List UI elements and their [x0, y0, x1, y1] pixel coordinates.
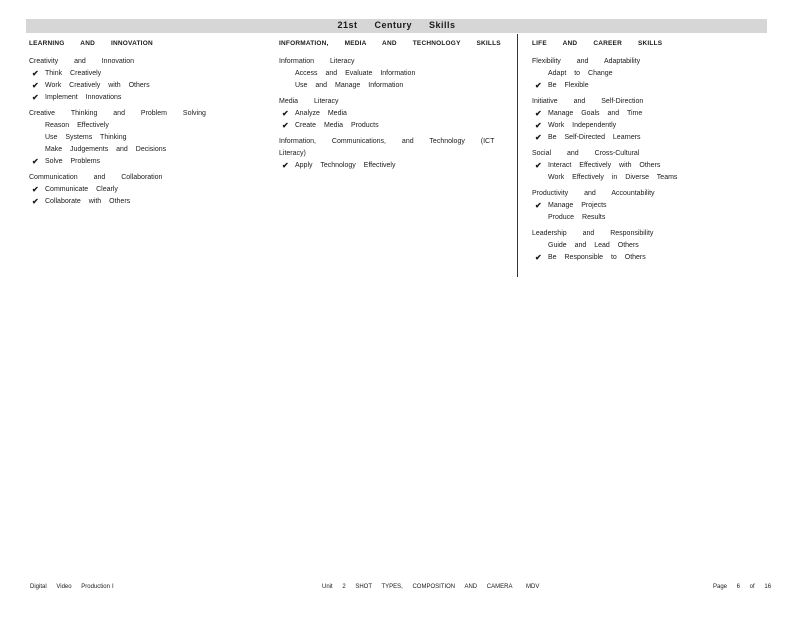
skill-item [279, 160, 519, 172]
checkmark-icon: ✔ [535, 109, 542, 118]
category-title: Initiative and Self-Direction [532, 98, 644, 105]
column-learning-innovation [29, 38, 269, 208]
skill-item [29, 144, 269, 156]
column-heading: INFORMATION, MEDIA AND TECHNOLOGY SKILLS [279, 40, 501, 47]
skill-item [279, 108, 519, 120]
skill-item [532, 68, 762, 80]
checkmark-icon: ✔ [32, 81, 39, 90]
skill-text: Use Systems Thinking [45, 134, 127, 141]
footer-separator: I [112, 584, 114, 590]
skill-item [532, 160, 762, 172]
skill-text: Work Effectively in Diverse Teams [548, 174, 678, 181]
skill-text: Analyze Media [295, 110, 347, 117]
checkmark-icon: ✔ [535, 161, 542, 170]
skill-text: Guide and Lead Others [548, 242, 639, 249]
skill-text: Adapt to Change [548, 70, 613, 77]
skill-category [279, 56, 519, 92]
checkmark-icon: ✔ [535, 201, 542, 210]
skill-item [532, 252, 762, 264]
skill-text: Work Independently [548, 122, 617, 129]
checkmark-icon: ✔ [535, 133, 542, 142]
column-information-media-technology [279, 38, 519, 172]
skill-text: Think Creatively [45, 70, 102, 77]
checkmark-icon: ✔ [282, 161, 289, 170]
skill-text: Communicate Clearly [45, 186, 118, 193]
skill-item [29, 80, 269, 92]
checkmark-icon: ✔ [32, 69, 39, 78]
checkmark-icon: ✔ [32, 185, 39, 194]
skill-item [29, 196, 269, 208]
title-bar [26, 19, 767, 33]
skill-text: Interact Effectively with Others [548, 162, 661, 169]
category-title: Leadership and Responsibility [532, 230, 654, 237]
checkmark-icon: ✔ [282, 121, 289, 130]
footer-course: Digital Video Production [30, 584, 110, 590]
column-heading: LIFE AND CAREER SKILLS [532, 40, 663, 47]
checkmark-icon: ✔ [535, 121, 542, 130]
skill-item [532, 240, 762, 252]
skill-text: Work Creatively with Others [45, 82, 150, 89]
skill-item [532, 120, 762, 132]
skill-category [29, 108, 269, 168]
skill-text: Produce Results [548, 214, 606, 221]
skill-item [29, 132, 269, 144]
category-title: Productivity and Accountability [532, 190, 655, 197]
category-title: Media Literacy [279, 98, 339, 105]
skill-text: Create Media Products [295, 122, 379, 129]
page-title: 21st Century Skills [337, 20, 456, 30]
checkmark-icon: ✔ [32, 93, 39, 102]
category-title: Information, Communications, and Technology (ICT Literacy) [279, 138, 495, 157]
skill-text: Be Responsible to Others [548, 254, 646, 261]
column-life-career [532, 38, 762, 264]
skill-category [532, 228, 762, 264]
category-title: Flexibility and Adaptability [532, 58, 641, 65]
skill-item [29, 120, 269, 132]
skill-item [29, 92, 269, 104]
category-title: Social and Cross-Cultural [532, 150, 640, 157]
skill-item [279, 80, 519, 92]
skill-category [279, 136, 519, 172]
skill-item [279, 120, 519, 132]
skill-item [532, 200, 762, 212]
skill-item [532, 172, 762, 184]
skill-item [29, 156, 269, 168]
skill-text: Manage Goals and Time [548, 110, 643, 117]
skill-text: Manage Projects [548, 202, 607, 209]
skill-text: Apply Technology Effectively [295, 162, 396, 169]
category-title: Information Literacy [279, 58, 355, 65]
category-title: Creativity and Innovation [29, 58, 135, 65]
column-heading: LEARNING AND INNOVATION [29, 40, 153, 47]
skill-item [532, 212, 762, 224]
checkmark-icon: ✔ [282, 109, 289, 118]
checkmark-icon: ✔ [32, 197, 39, 206]
skill-category [279, 96, 519, 132]
skill-item [29, 184, 269, 196]
checkmark-icon: ✔ [535, 253, 542, 262]
skill-item [279, 68, 519, 80]
skill-category [532, 188, 762, 224]
skill-item [532, 132, 762, 144]
skill-item [29, 68, 269, 80]
column-divider [517, 34, 518, 277]
skill-text: Be Flexible [548, 82, 589, 89]
skill-text: Implement Innovations [45, 94, 122, 101]
checkmark-icon: ✔ [535, 81, 542, 90]
skill-category [29, 56, 269, 104]
skill-category [532, 96, 762, 144]
skill-category [532, 56, 762, 92]
skill-text: Be Self-Directed Learners [548, 134, 641, 141]
category-title: Creative Thinking and Problem Solving [29, 110, 206, 117]
footer-page-number: Page 6 of 16 [713, 584, 772, 590]
skill-text: Make Judgements and Decisions [45, 146, 167, 153]
skill-text: Reason Effectively [45, 122, 109, 129]
skill-item [532, 80, 762, 92]
skill-item [532, 108, 762, 120]
skill-category [532, 148, 762, 184]
footer-unit: Unit 2 SHOT TYPES, COMPOSITION AND CAMERA [322, 584, 513, 590]
skill-text: Access and Evaluate Information [295, 70, 416, 77]
skill-text: Collaborate with Others [45, 198, 131, 205]
skill-text: Solve Problems [45, 158, 101, 165]
category-title: Communication and Collaboration [29, 174, 163, 181]
footer-code: MDV [526, 584, 540, 590]
skill-text: Use and Manage Information [295, 82, 404, 89]
checkmark-icon: ✔ [32, 157, 39, 166]
skill-category [29, 172, 269, 208]
